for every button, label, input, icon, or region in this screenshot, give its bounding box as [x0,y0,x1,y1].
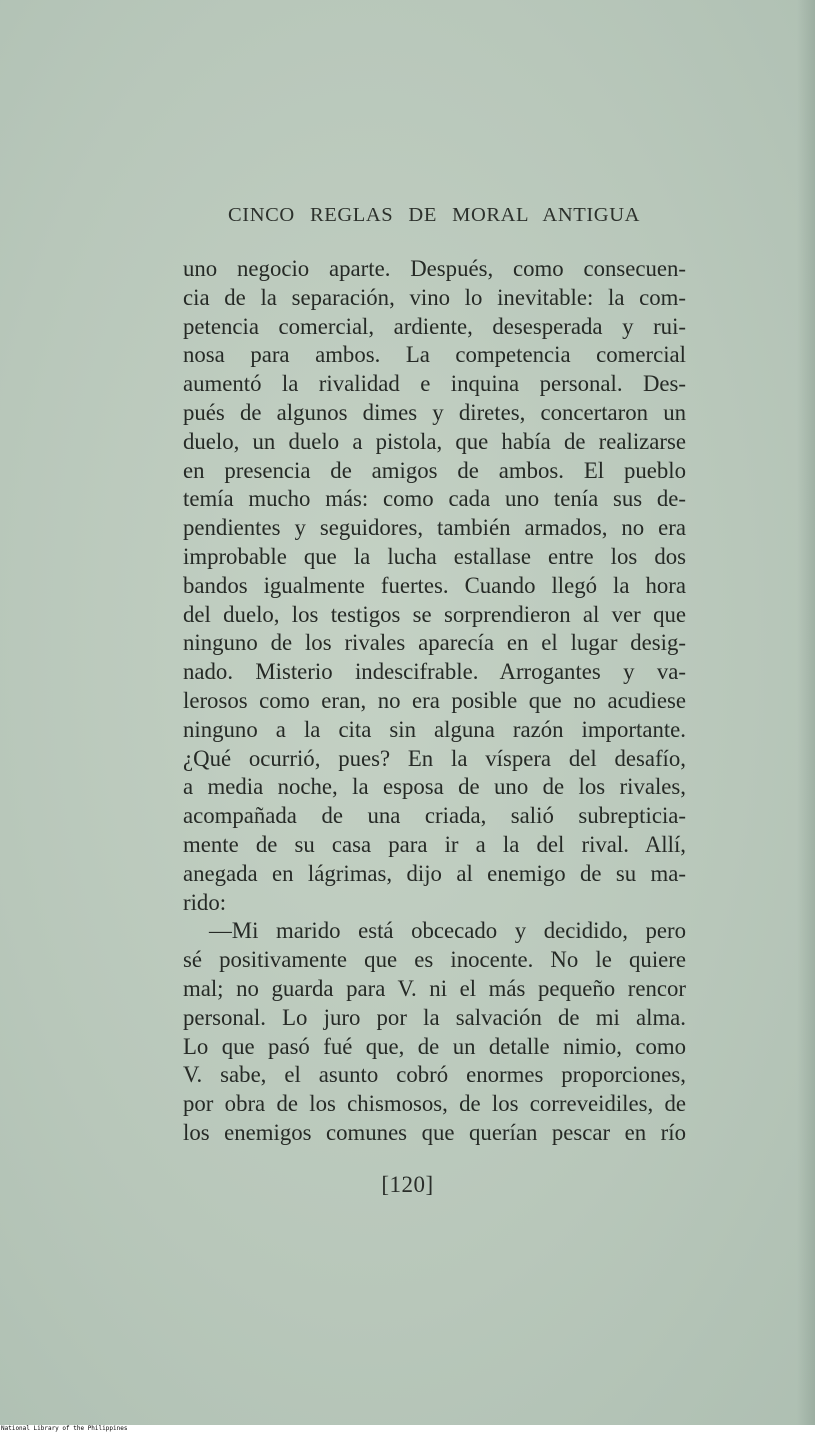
text-line: improbable que la lucha estallase entre los dos [183,543,686,569]
text-line: mal; no guarda para V. ni el más pequeño rencor [183,975,686,1001]
text-line: nosa para ambos. La competencia comercial [183,342,686,368]
text-line: uno negocio aparte. Después, como consecuen- [183,256,686,281]
footer-attribution: National Library of the Philippines [1,1425,128,1432]
text-line: en presencia de amigos de ambos. El pueblo [183,457,686,483]
text-line: lerosos como eran, no era posible que no acudiese [183,687,686,713]
text-line: pendientes y seguidores, también armados, no era [183,515,686,541]
page-number: [120] [381,1172,434,1197]
text-line: duelo, un duelo a pistola, que había de realizarse [183,428,686,454]
text-line: mente de su casa para ir a la del rival. Allí, [183,831,686,857]
text-line: pués de algunos dimes y diretes, concertaron un [183,399,686,425]
text-line: los enemigos comunes que querían pescar en río [183,1119,686,1145]
text-line: temía mucho más: como cada uno tenía sus de- [183,486,686,512]
text-line: cia de la separación, vino lo inevitable: la com- [183,284,686,310]
text-line: ninguno a la cita sin alguna razón importante. [183,716,686,742]
text-line: acompañada de una criada, salió subrepticia- [183,803,686,829]
text-line: V. sabe, el asunto cobró enormes proporciones, [183,1062,686,1088]
text-line: por obra de los chismosos, de los correveidiles, de [183,1091,686,1117]
running-header: CINCO REGLAS DE MORAL ANTIGUA [228,204,640,226]
text-line: Lo que pasó fué que, de un detalle nimio, como [183,1033,686,1059]
text-line: del duelo, los testigos se sorprendieron al ver que [183,601,686,627]
page-edge-shadow [797,0,815,1425]
text-line: —Mi marido está obcecado y decidido, pero [209,918,686,944]
text-line: aumentó la rivalidad e inquina personal. Des- [183,371,686,397]
text-line: anegada en lágrimas, dijo al enemigo de su ma- [183,860,686,886]
text-line: nado. Misterio indescifrable. Arrogantes y va- [183,659,686,685]
text-line: ¿Qué ocurrió, pues? En la víspera del desafío, [183,745,686,771]
text-line: a media noche, la esposa de uno de los rivales, [183,774,686,800]
text-line: rido: [183,889,227,915]
text-line: petencia comercial, ardiente, desesperada y rui- [183,313,686,339]
text-line: ninguno de los rivales aparecía en el lugar desig- [183,630,686,656]
body-text [183,255,686,1148]
text-line: bandos igualmente fuertes. Cuando llegó la hora [183,572,686,598]
text-line: sé positivamente que es inocente. No le quiere [183,947,686,973]
text-line: personal. Lo juro por la salvación de mi alma. [183,1004,686,1030]
